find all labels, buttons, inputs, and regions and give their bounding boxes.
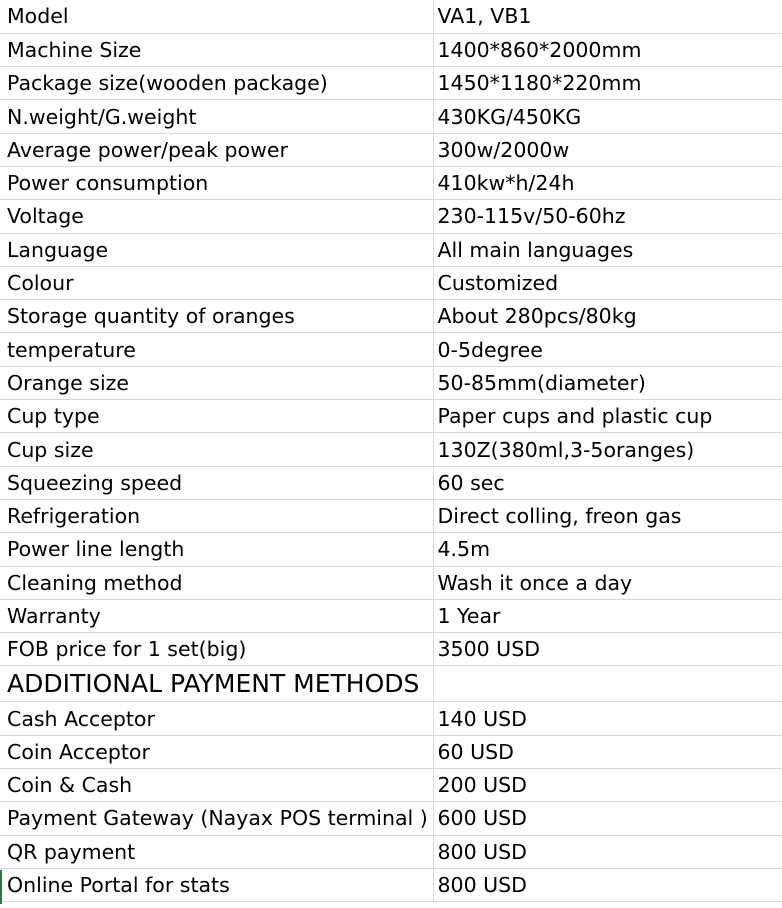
spec-label-cell[interactable]: FOB price for 1 set(big) xyxy=(0,633,433,666)
spec-row[interactable] xyxy=(0,533,782,566)
spec-value-cell[interactable]: 60 sec xyxy=(433,466,782,499)
spec-value-cell[interactable]: Customized xyxy=(433,266,782,299)
spec-label-cell[interactable]: Power consumption xyxy=(0,166,433,199)
payment-label-cell[interactable]: Coin & Cash xyxy=(0,769,433,802)
spec-label-cell[interactable]: Storage quantity of oranges xyxy=(0,300,433,333)
spec-value-cell[interactable]: About 280pcs/80kg xyxy=(433,300,782,333)
payment-label-cell[interactable]: QR payment xyxy=(0,835,433,868)
spec-value-cell[interactable]: 3500 USD xyxy=(433,633,782,666)
spec-label-cell[interactable]: Warranty xyxy=(0,599,433,632)
spec-value-cell[interactable]: 0-5degree xyxy=(433,333,782,366)
payment-price-cell[interactable]: 600 USD xyxy=(433,802,782,835)
spec-value-cell[interactable]: 230-115v/50-60hz xyxy=(433,200,782,233)
spec-row[interactable] xyxy=(0,67,782,100)
spec-value-cell[interactable]: 1450*1180*220mm xyxy=(433,67,782,100)
spec-label-cell[interactable]: temperature xyxy=(0,333,433,366)
spec-row[interactable] xyxy=(0,633,782,666)
spec-value-cell[interactable]: Direct colling, freon gas xyxy=(433,499,782,532)
payment-row[interactable] xyxy=(0,802,782,835)
payment-label-cell[interactable]: Payment Gateway (Nayax POS terminal ) xyxy=(0,802,433,835)
spec-value-cell[interactable]: Paper cups and plastic cup xyxy=(433,400,782,433)
payment-row[interactable] xyxy=(0,868,782,901)
spec-row[interactable] xyxy=(0,400,782,433)
payment-price-cell[interactable]: 60 USD xyxy=(433,735,782,768)
spec-label-cell[interactable]: Orange size xyxy=(0,366,433,399)
spec-label-cell[interactable]: Language xyxy=(0,233,433,266)
spec-label-cell[interactable]: Colour xyxy=(0,266,433,299)
spec-value-cell[interactable]: VA1, VB1 xyxy=(433,0,782,33)
payment-row[interactable] xyxy=(0,702,782,735)
payment-label-cell[interactable]: Online Portal for stats xyxy=(0,868,433,901)
payment-label-cell[interactable]: Coin Acceptor xyxy=(0,735,433,768)
spec-value-cell[interactable]: 430KG/450KG xyxy=(433,100,782,133)
spec-row[interactable] xyxy=(0,333,782,366)
spec-row[interactable] xyxy=(0,566,782,599)
spec-label-cell[interactable]: Cup size xyxy=(0,433,433,466)
section-heading-row[interactable] xyxy=(0,666,782,702)
spec-label-cell[interactable]: Cleaning method xyxy=(0,566,433,599)
payment-label-cell[interactable]: Cash Acceptor xyxy=(0,702,433,735)
spec-label-cell[interactable]: Average power/peak power xyxy=(0,133,433,166)
payment-row[interactable] xyxy=(0,835,782,868)
spec-value-cell[interactable]: 4.5m xyxy=(433,533,782,566)
spec-label-cell[interactable]: Machine Size xyxy=(0,33,433,66)
spec-label-cell[interactable]: N.weight/G.weight xyxy=(0,100,433,133)
payment-row[interactable] xyxy=(0,769,782,802)
spec-row[interactable] xyxy=(0,499,782,532)
spec-label-cell[interactable]: Model xyxy=(0,0,433,33)
spec-label-cell[interactable]: Power line length xyxy=(0,533,433,566)
payment-row[interactable] xyxy=(0,735,782,768)
spec-row[interactable] xyxy=(0,133,782,166)
spec-row[interactable] xyxy=(0,0,782,33)
spec-row[interactable] xyxy=(0,366,782,399)
spec-row[interactable] xyxy=(0,599,782,632)
payment-price-cell[interactable]: 140 USD xyxy=(433,702,782,735)
payment-price-cell[interactable]: 200 USD xyxy=(433,769,782,802)
spec-value-cell[interactable]: 50-85mm(diameter) xyxy=(433,366,782,399)
spec-value-cell[interactable]: 130Z(380ml,3-5oranges) xyxy=(433,433,782,466)
spec-row[interactable] xyxy=(0,466,782,499)
spec-row[interactable] xyxy=(0,33,782,66)
spec-value-cell[interactable]: All main languages xyxy=(433,233,782,266)
payment-price-cell[interactable]: 800 USD xyxy=(433,835,782,868)
payment-price-cell[interactable]: 800 USD xyxy=(433,868,782,901)
spec-row[interactable] xyxy=(0,433,782,466)
spec-value-cell[interactable]: 1 Year xyxy=(433,599,782,632)
spec-label-cell[interactable]: Voltage xyxy=(0,200,433,233)
spec-value-cell[interactable]: 410kw*h/24h xyxy=(433,166,782,199)
spec-row[interactable] xyxy=(0,300,782,333)
spec-row[interactable] xyxy=(0,233,782,266)
cell-selection-edge xyxy=(0,870,2,904)
spec-label-cell[interactable]: Squeezing speed xyxy=(0,466,433,499)
spec-label-cell[interactable]: Cup type xyxy=(0,400,433,433)
spec-row[interactable] xyxy=(0,166,782,199)
spec-label-cell[interactable]: Package size(wooden package) xyxy=(0,67,433,100)
spec-row[interactable] xyxy=(0,266,782,299)
spec-label-cell[interactable]: Refrigeration xyxy=(0,499,433,532)
spec-value-cell[interactable]: 300w/2000w xyxy=(433,133,782,166)
spec-row[interactable] xyxy=(0,100,782,133)
spec-value-cell[interactable]: Wash it once a day xyxy=(433,566,782,599)
spec-row[interactable] xyxy=(0,200,782,233)
spec-value-cell[interactable]: 1400*860*2000mm xyxy=(433,33,782,66)
payment-methods-heading[interactable]: ADDITIONAL PAYMENT METHODS xyxy=(0,666,433,702)
empty-cell[interactable] xyxy=(433,666,782,702)
